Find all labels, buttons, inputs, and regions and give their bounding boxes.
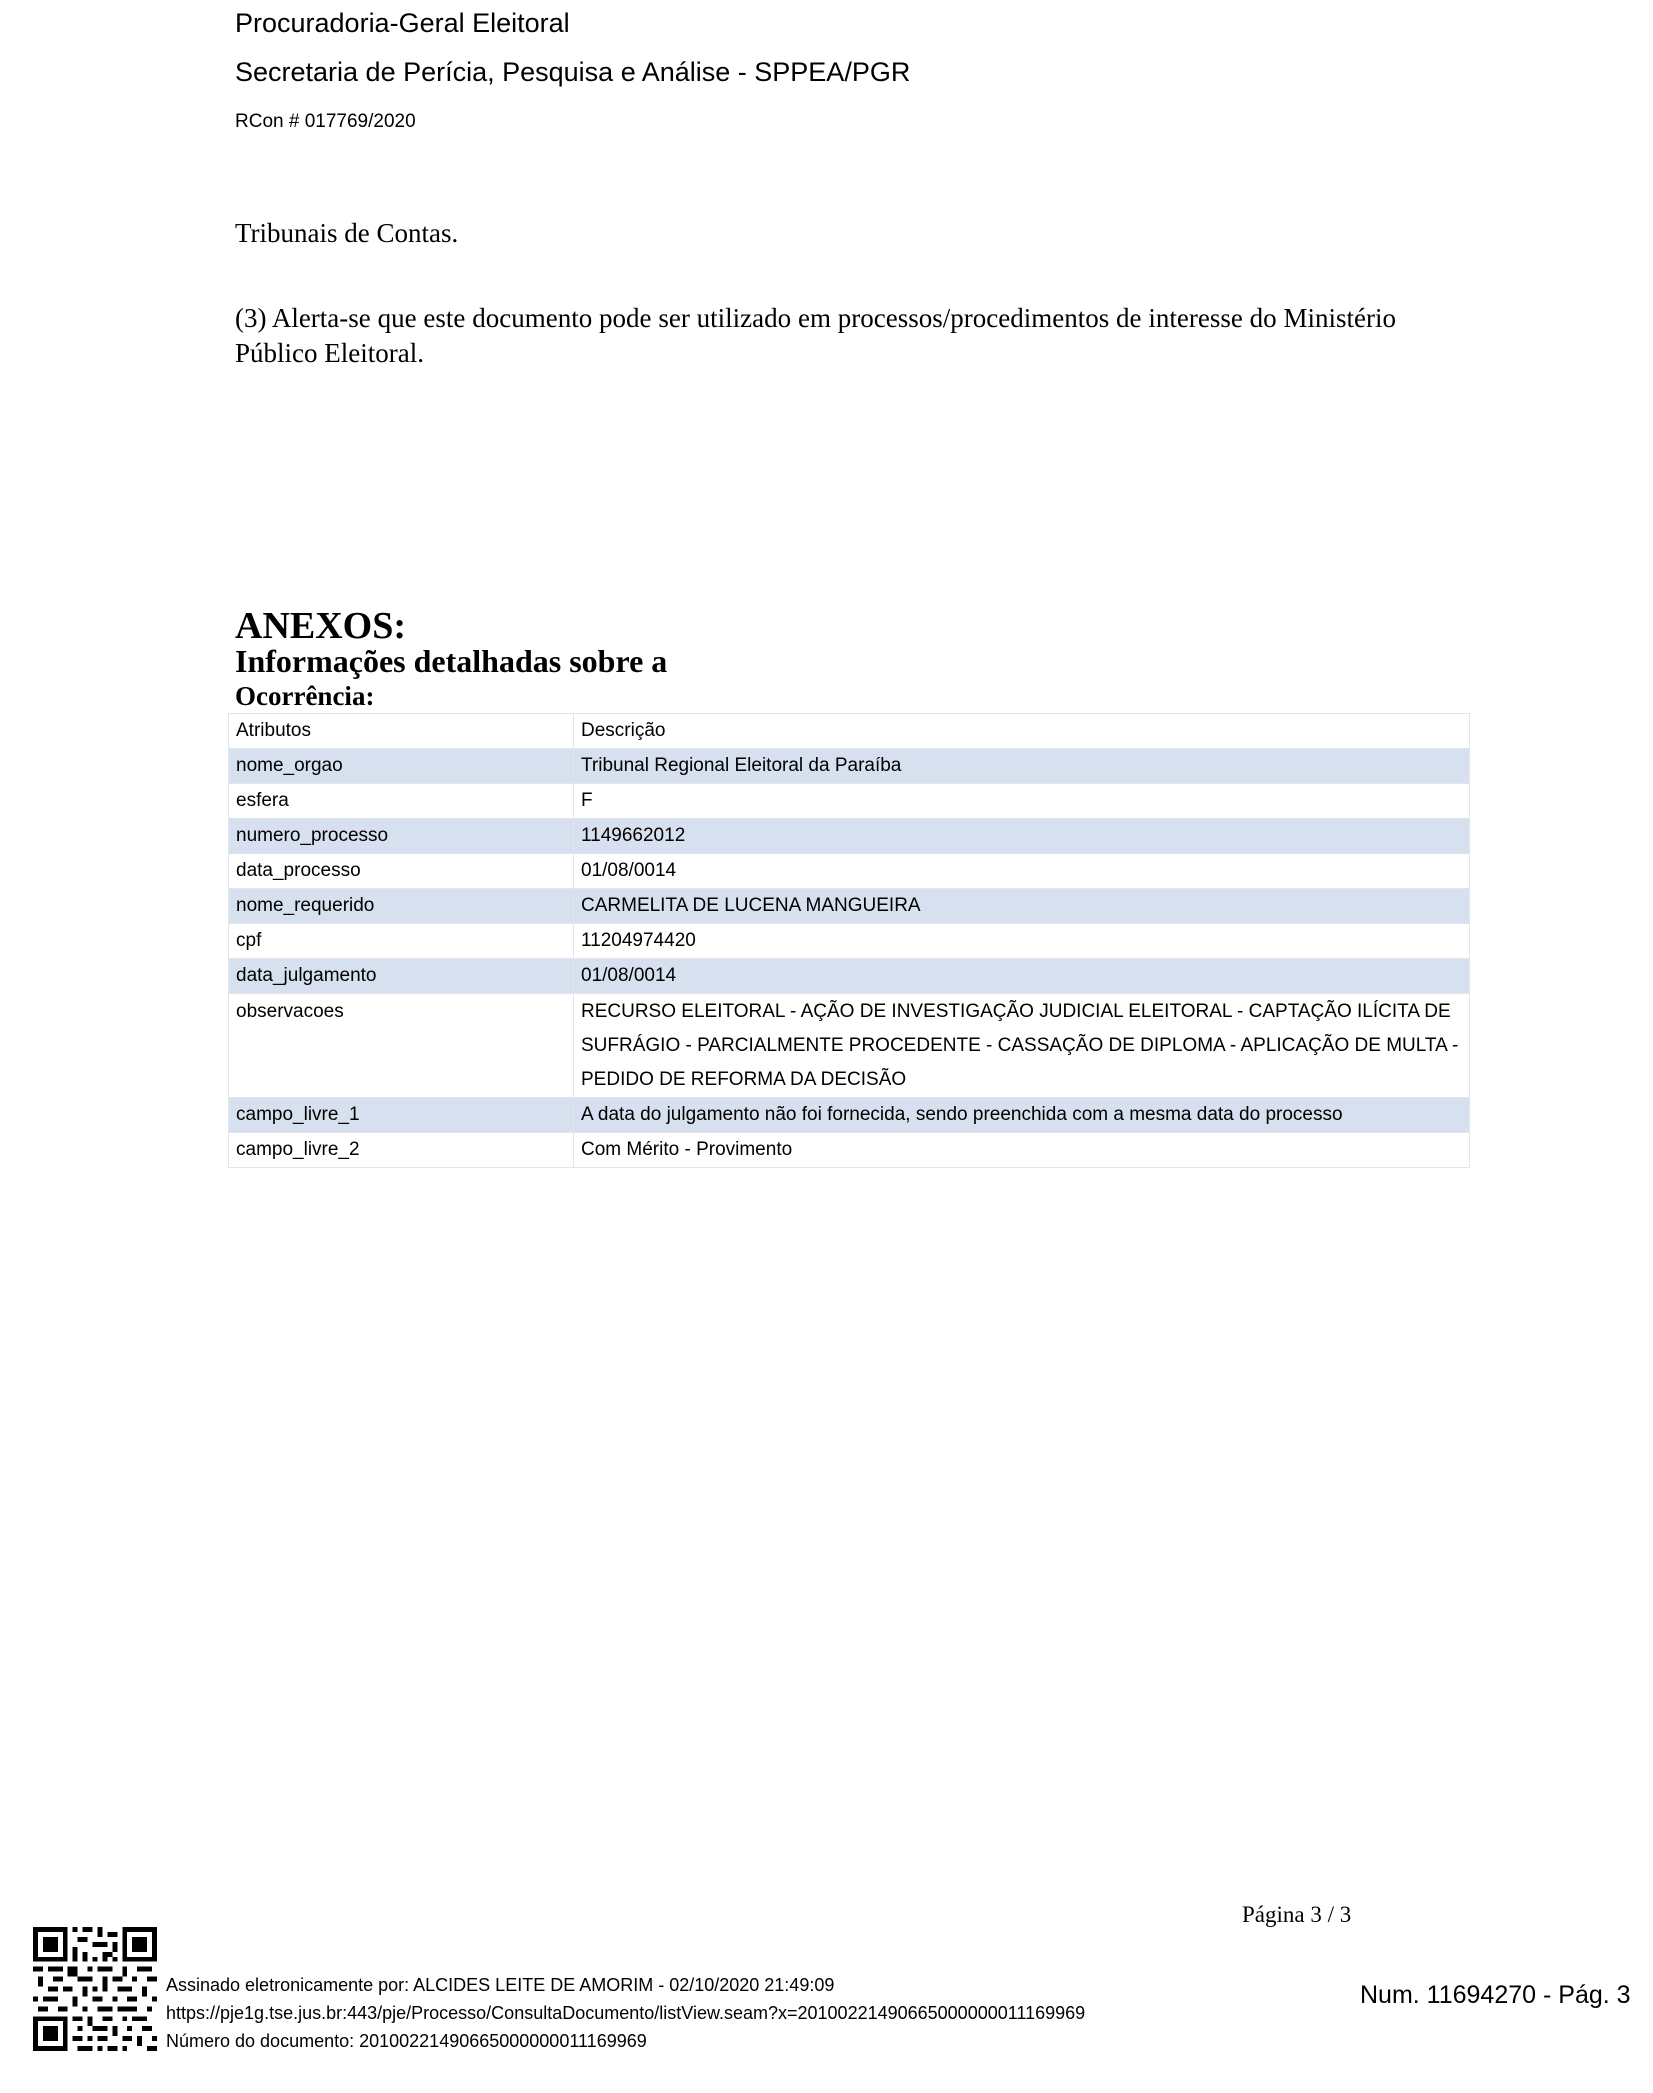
value-cell: 01/08/0014 (574, 854, 1470, 889)
table-row (229, 959, 1470, 994)
table-row (229, 1098, 1470, 1133)
attribute-cell: observacoes (229, 994, 574, 1098)
table-row (229, 784, 1470, 819)
attribute-cell: nome_requerido (229, 889, 574, 924)
paragraph-continuation: Tribunais de Contas. (235, 218, 459, 248)
value-cell: 11204974420 (574, 924, 1470, 959)
paragraph-alert: (3) Alerta-se que este documento pode ser utilizado em processos/procedimentos de interesse do Ministério Público Eleitoral. (235, 303, 1396, 368)
value-cell: F (574, 784, 1470, 819)
value-cell: 1149662012 (574, 819, 1470, 854)
header-reference: RCon # 017769/2020 (235, 111, 416, 132)
table-row (229, 819, 1470, 854)
attribute-cell: campo_livre_2 (229, 1133, 574, 1168)
value-cell: 01/08/0014 (574, 959, 1470, 994)
table-row (229, 889, 1470, 924)
value-cell: Tribunal Regional Eleitoral da Paraíba (574, 749, 1470, 784)
header-cell-description: Descrição (574, 714, 1470, 749)
attribute-cell: nome_orgao (229, 749, 574, 784)
table-header-row (229, 714, 1470, 749)
page-number: Página 3 / 3 (1242, 1902, 1352, 1927)
header-cell-attributes: Atributos (229, 714, 574, 749)
header-department: Secretaria de Perícia, Pesquisa e Análise - SPPEA/PGR (235, 57, 911, 87)
table-row (229, 854, 1470, 889)
document-number: Número do documento: 20100221490665000000011169969 (166, 2031, 647, 2051)
attribute-cell: data_julgamento (229, 959, 574, 994)
attribute-cell: cpf (229, 924, 574, 959)
attribute-cell: campo_livre_1 (229, 1098, 574, 1133)
table-row (229, 994, 1470, 1098)
qr-code-icon (33, 1927, 157, 2051)
value-cell: RECURSO ELEITORAL - AÇÃO DE INVESTIGAÇÃO JUDICIAL ELEITORAL - CAPTAÇÃO ILÍCITA DE SUFRÁGIO - PARCIALMENTE PROCEDENTE - CASSAÇÃO DE DIPLOMA - APLICAÇÃO DE MULTA - PEDIDO DE REFORMA DA DECISÃO (574, 994, 1470, 1098)
attribute-cell: data_processo (229, 854, 574, 889)
value-cell: Com Mérito - Provimento (574, 1133, 1470, 1168)
attributes-table (228, 713, 1470, 1168)
annex-subtitle-occurrence: Ocorrência: (235, 681, 375, 711)
attribute-cell: numero_processo (229, 819, 574, 854)
value-cell: A data do julgamento não foi fornecida, sendo preenchida com a mesma data do processo (574, 1098, 1470, 1133)
table-row (229, 924, 1470, 959)
header-organization: Procuradoria-Geral Eleitoral (235, 8, 570, 38)
signature-line: Assinado eletronicamente por: ALCIDES LEITE DE AMORIM - 02/10/2020 21:49:09 (166, 1975, 835, 1995)
table-row (229, 1133, 1470, 1168)
attribute-cell: esfera (229, 784, 574, 819)
annex-subtitle: Informações detalhadas sobre a (235, 643, 668, 679)
document-url[interactable]: https://pje1g.tse.jus.br:443/pje/Processo/ConsultaDocumento/listView.seam?x=20100221490665000000011169969 (166, 2003, 1086, 2023)
annex-title: ANEXOS: (235, 605, 407, 647)
value-cell: CARMELITA DE LUCENA MANGUEIRA (574, 889, 1470, 924)
table-row (229, 749, 1470, 784)
document-page-reference: Num. 11694270 - Pág. 3 (1360, 1981, 1631, 2009)
